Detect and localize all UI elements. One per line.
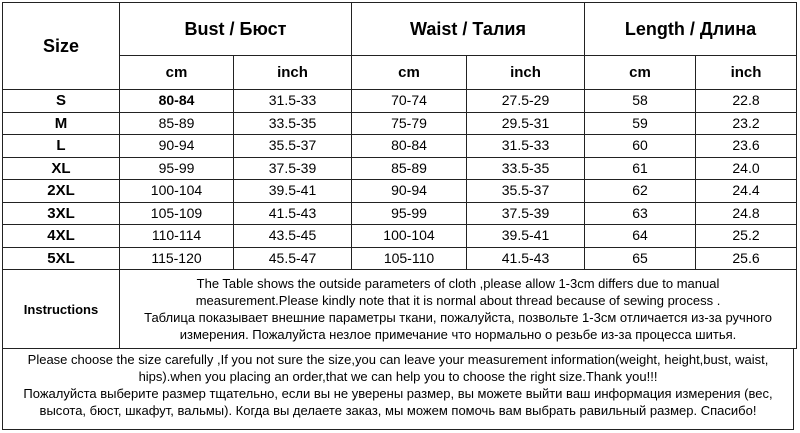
length-inch-cell: 22.8 bbox=[696, 90, 797, 113]
table-row bbox=[3, 202, 797, 225]
bust-header: Bust / Бюст bbox=[120, 3, 352, 56]
length-inch-cell: 25.2 bbox=[696, 225, 797, 248]
bust-cm-cell: 105-109 bbox=[120, 202, 234, 225]
size-cell: 4XL bbox=[3, 225, 120, 248]
instructions-line-ru-1: Таблица показывает внешние параметры ткани, пожалуйста, позвольте 1-3см отличается из-за ручного bbox=[144, 310, 772, 325]
size-cell: 3XL bbox=[3, 202, 120, 225]
waist-cm-cell: 95-99 bbox=[352, 202, 467, 225]
bust-cm-cell: 90-94 bbox=[120, 135, 234, 158]
table-row bbox=[3, 112, 797, 135]
waist-cm-unit: cm bbox=[352, 56, 467, 90]
bust-inch-cell: 45.5-47 bbox=[234, 247, 352, 270]
length-cm-cell: 62 bbox=[585, 180, 696, 203]
waist-inch-unit: inch bbox=[467, 56, 585, 90]
waist-inch-cell: 39.5-41 bbox=[467, 225, 585, 248]
length-cm-cell: 60 bbox=[585, 135, 696, 158]
table-row bbox=[3, 135, 797, 158]
bust-inch-cell: 43.5-45 bbox=[234, 225, 352, 248]
notice-line-en-1: Please choose the size carefully ,If you not sure the size,you can leave your measurement information(weight, height,bust, waist, bbox=[27, 352, 769, 367]
bust-inch-cell: 33.5-35 bbox=[234, 112, 352, 135]
length-inch-cell: 24.0 bbox=[696, 157, 797, 180]
bust-cm-cell: 115-120 bbox=[120, 247, 234, 270]
waist-inch-cell: 41.5-43 bbox=[467, 247, 585, 270]
notice-line-en-2: hips).when you placing an order,that we can help you to choose the right size.Thank you!!! bbox=[138, 369, 658, 384]
waist-inch-cell: 27.5-29 bbox=[467, 90, 585, 113]
waist-header: Waist / Талия bbox=[352, 3, 585, 56]
waist-cm-cell: 85-89 bbox=[352, 157, 467, 180]
size-header: Size bbox=[3, 3, 120, 90]
waist-cm-cell: 90-94 bbox=[352, 180, 467, 203]
instructions-line-en-1: The Table shows the outside parameters of cloth ,please allow 1-3cm differs due to manual bbox=[196, 276, 720, 291]
bust-inch-cell: 39.5-41 bbox=[234, 180, 352, 203]
length-inch-unit: inch bbox=[696, 56, 797, 90]
length-cm-cell: 63 bbox=[585, 202, 696, 225]
waist-inch-cell: 33.5-35 bbox=[467, 157, 585, 180]
table-row bbox=[3, 247, 797, 270]
size-advice-notice bbox=[2, 348, 794, 430]
bust-inch-cell: 35.5-37 bbox=[234, 135, 352, 158]
table-row bbox=[3, 225, 797, 248]
length-inch-cell: 23.6 bbox=[696, 135, 797, 158]
waist-inch-cell: 29.5-31 bbox=[467, 112, 585, 135]
header-row bbox=[3, 3, 797, 56]
length-inch-cell: 24.4 bbox=[696, 180, 797, 203]
size-chart-table bbox=[2, 2, 797, 349]
unit-row bbox=[3, 56, 797, 90]
length-cm-unit: cm bbox=[585, 56, 696, 90]
bust-cm-cell: 100-104 bbox=[120, 180, 234, 203]
bust-inch-cell: 41.5-43 bbox=[234, 202, 352, 225]
instructions-text bbox=[120, 270, 797, 349]
instructions-row bbox=[3, 270, 797, 349]
length-cm-cell: 59 bbox=[585, 112, 696, 135]
waist-inch-cell: 35.5-37 bbox=[467, 180, 585, 203]
bust-inch-unit: inch bbox=[234, 56, 352, 90]
waist-cm-cell: 75-79 bbox=[352, 112, 467, 135]
bust-cm-cell: 80-84 bbox=[120, 90, 234, 113]
length-inch-cell: 24.8 bbox=[696, 202, 797, 225]
length-cm-cell: 65 bbox=[585, 247, 696, 270]
length-cm-cell: 64 bbox=[585, 225, 696, 248]
size-cell: M bbox=[3, 112, 120, 135]
waist-cm-cell: 100-104 bbox=[352, 225, 467, 248]
bust-cm-cell: 95-99 bbox=[120, 157, 234, 180]
length-header: Length / Длина bbox=[585, 3, 797, 56]
size-cell: 5XL bbox=[3, 247, 120, 270]
waist-inch-cell: 37.5-39 bbox=[467, 202, 585, 225]
bust-cm-cell: 110-114 bbox=[120, 225, 234, 248]
bust-inch-cell: 37.5-39 bbox=[234, 157, 352, 180]
size-cell: S bbox=[3, 90, 120, 113]
instructions-line-en-2: measurement.Please kindly note that it is normal about thread because of sewing process . bbox=[195, 293, 721, 308]
bust-inch-cell: 31.5-33 bbox=[234, 90, 352, 113]
table-row bbox=[3, 90, 797, 113]
size-cell: 2XL bbox=[3, 180, 120, 203]
notice-line-ru-1: Пожалуйста выберите размер тщательно, если вы не уверены размер, вы можете выйти ваш информация измерения (вес, bbox=[23, 386, 773, 401]
bust-cm-unit: cm bbox=[120, 56, 234, 90]
size-cell: L bbox=[3, 135, 120, 158]
waist-cm-cell: 70-74 bbox=[352, 90, 467, 113]
length-inch-cell: 23.2 bbox=[696, 112, 797, 135]
instructions-line-ru-2: измерения. Пожалуйста незлое примечание что нормально о резьбе из-за процесса шитья. bbox=[179, 327, 737, 342]
waist-inch-cell: 31.5-33 bbox=[467, 135, 585, 158]
length-cm-cell: 58 bbox=[585, 90, 696, 113]
size-cell: XL bbox=[3, 157, 120, 180]
bust-cm-cell: 85-89 bbox=[120, 112, 234, 135]
waist-cm-cell: 105-110 bbox=[352, 247, 467, 270]
table-row bbox=[3, 157, 797, 180]
notice-line-ru-2: высота, бюст, шкафут, вальмы). Когда вы делаете заказ, мы можем помочь вам выбрать равильный размер. Спасибо! bbox=[39, 403, 757, 418]
length-inch-cell: 25.6 bbox=[696, 247, 797, 270]
instructions-label: Instructions bbox=[3, 270, 120, 349]
table-row bbox=[3, 180, 797, 203]
waist-cm-cell: 80-84 bbox=[352, 135, 467, 158]
length-cm-cell: 61 bbox=[585, 157, 696, 180]
